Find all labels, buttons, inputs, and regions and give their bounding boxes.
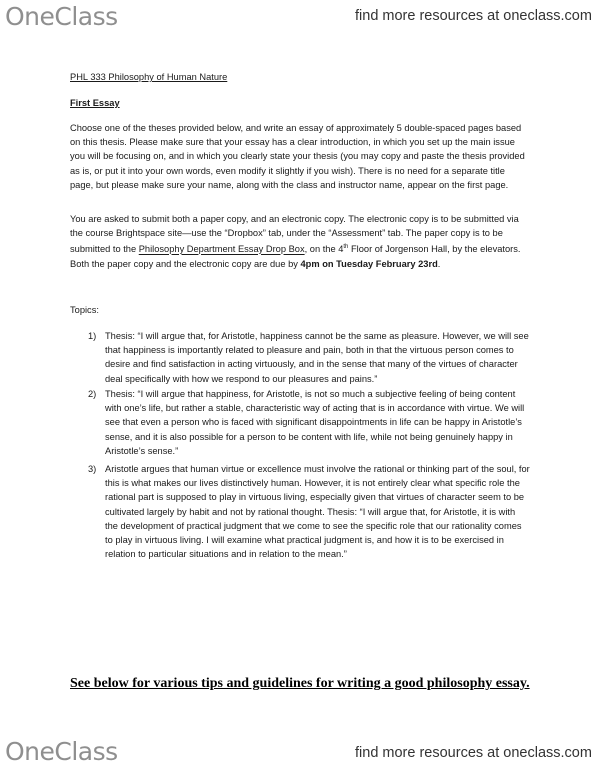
topic-item bbox=[88, 462, 530, 561]
course-title: PHL 333 Philosophy of Human Nature bbox=[70, 72, 228, 82]
instructions-paragraph: Choose one of the theses provided below, and write an essay of approximately 5 double-spaced pages based on this thesis. Please make sure that your essay has a clear introduction, in which you set up the main issue you will be focusing on, and in which you clearly state your thesis (you may copy and paste the thesis provided as is, or put it into your own words, even modify it slightly if you wish). There is no need for a separate title page, but please make sure your name, along with the class and instructor name, appear on the first page. bbox=[70, 123, 525, 190]
topic-number: 1) bbox=[88, 331, 97, 341]
topic-text: Aristotle argues that human virtue or excellence must involve the rational or thinking part of the soul, for this is what makes our lives distinctively human. However, it is not entirely clear what specific role the rational part is supposed to play in virtuous living, especially given that virtues of character seem to be cultivated largely by habit and not by rational thought. Thesis: “I will argue that, for Aristotle, it is with the development of practical judgment that we come to see the specific role that our rationality comes to play in virtuous living. I will examine what practical judgment is, and how it is to be exercised in relation to particular situations and in relation to the mean.” bbox=[105, 464, 530, 560]
topic-text: Thesis: “I will argue that happiness, for Aristotle, is not so much a subjective feeling of being content with one’s life, but rather a stable, characteristic way of acting that is in accordance with virtue. We will see that even a person who is faced with significant disappointments in life can be happy in Aristotle’s sense, and it is also possible for a person to be content with life, while not being genuinely happy in Aristotle’s sense.” bbox=[105, 389, 525, 456]
oneclass-logo-footer[interactable]: OneClass bbox=[5, 737, 118, 766]
submission-text-c: Floor of Jorgenson Hall, by the elevators. Both the paper copy and the electronic copy are due by bbox=[70, 244, 521, 269]
drop-box-location: Philosophy Department Essay Drop Box bbox=[138, 244, 305, 255]
topic-text: Thesis: “I will argue that, for Aristotle, happiness cannot be the same as pleasure. However, we will see that happiness is importantly related to pleasure and pain, both in that the virtuous person comes to desire and find satisfaction in acting virtuously, and in the sense that many of the virtues of character deal specifically with how we respond to our pleasures and pains.” bbox=[105, 331, 529, 384]
submission-text-b: , on the 4 bbox=[304, 244, 344, 255]
submission-text-a: You are asked to submit both a paper copy, and an electronic copy. The electronic copy is to be submitted via the course Brightspace site—use the “Dropbox” tab, under the “Assessment” tab. The paper copy is to be submitted to the bbox=[70, 214, 519, 255]
ordinal-suffix: th bbox=[343, 244, 349, 251]
oneclass-logo[interactable]: OneClass bbox=[5, 2, 118, 31]
topic-item bbox=[88, 387, 530, 458]
tips-note: See below for various tips and guidelines for writing a good philosophy essay. bbox=[70, 676, 530, 691]
footer-tagline-link[interactable]: find more resources at oneclass.com bbox=[355, 745, 592, 761]
topic-item bbox=[88, 329, 530, 386]
submission-paragraph bbox=[70, 212, 530, 271]
topic-number: 2) bbox=[88, 389, 97, 399]
header-tagline-link[interactable]: find more resources at oneclass.com bbox=[355, 8, 592, 24]
topics-label: Topics: bbox=[70, 305, 99, 315]
submission-text-d: . bbox=[437, 258, 441, 269]
topic-number: 3) bbox=[88, 464, 97, 474]
due-date: 4pm on Tuesday February 23rd bbox=[300, 258, 438, 269]
essay-heading: First Essay bbox=[70, 98, 120, 108]
